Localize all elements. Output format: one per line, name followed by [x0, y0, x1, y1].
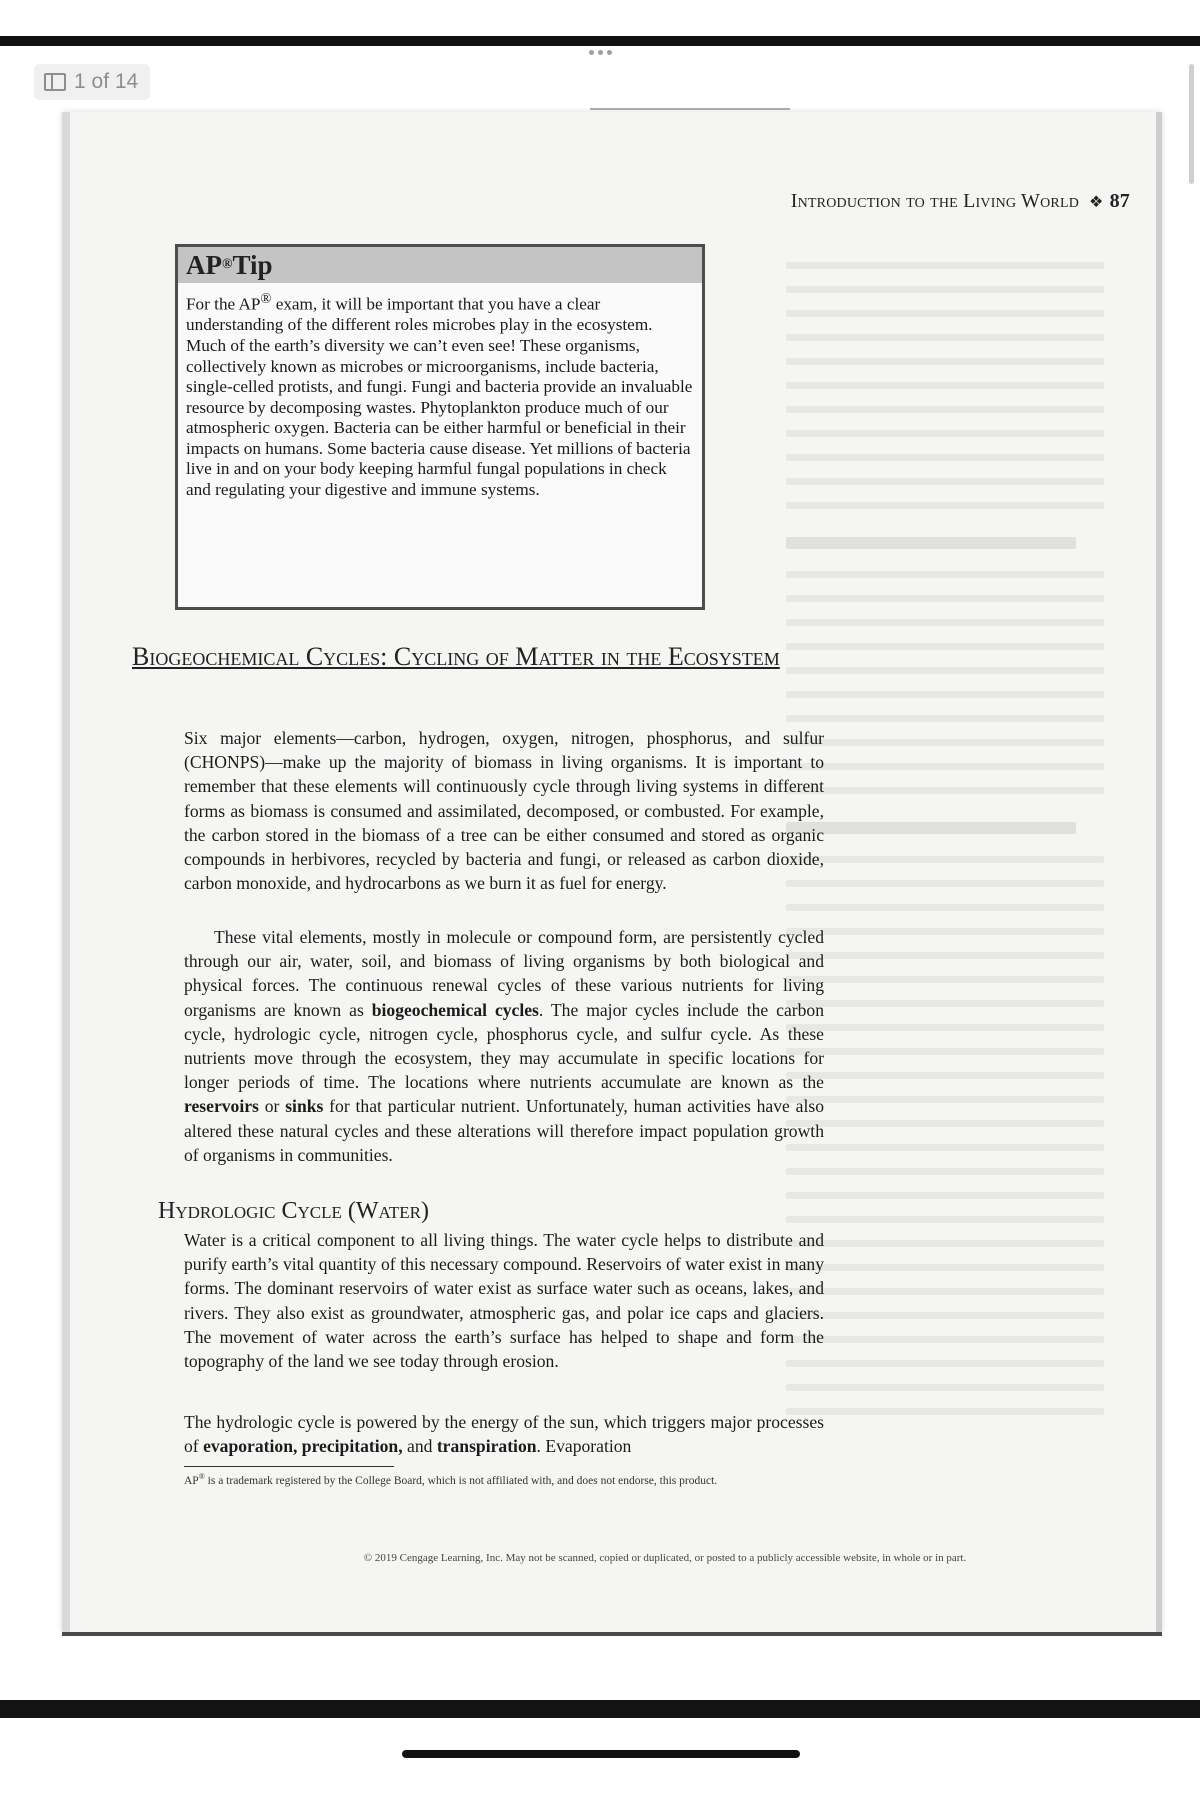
bleed-through-text [786, 262, 1104, 1432]
tip-title: AP ® Tip [178, 247, 702, 283]
term-biogeochemical-cycles: biogeochemical cycles [371, 999, 539, 1020]
ap-tip-box [175, 244, 705, 610]
paragraph-1: Six major elements—carbon, hydrogen, oxygen, nitrogen, phosphorus, and sulfur (CHONPS)—make up the majority of biomass in living organisms. It is important to remember that these elements will continuously cycle through living systems in different forms as biomass is consumed and assimilated, decomposed, or combusted. For example, the carbon stored in the biomass of a tree can be either consumed and stored as organic compounds in herbivores, recycled by bacteria and fungi, or released as carbon dioxide, carbon monoxide, and hydrocarbons as we burn it as fuel for energy. [184, 728, 824, 894]
running-head-title: Introduction to the Living World [790, 190, 1080, 212]
page-indicator-label: 1 of 14 [74, 70, 139, 93]
grabber-handle[interactable] [585, 50, 615, 56]
document-page [62, 112, 1162, 1632]
term-transpiration: transpiration [436, 1436, 537, 1457]
diamond-icon: ❖ [1089, 194, 1104, 211]
subsection-title: Hydrologic Cycle (Water) [158, 1198, 429, 1224]
running-head [70, 190, 1130, 213]
paragraph-3: Water is a critical component to all living things. The water cycle helps to distribute and purify earth’s vital quantity of this necessary compound. Reservoirs of water exist in many forms. The dominant reservoirs of water exist as surface water such as oceans, lakes, and rivers. They also exist as groundwater, atmospheric gas, and polar ice caps and glaciers. The movement of water across the earth’s surface has helped to shape and form the topography of the land we see today through erosion. [184, 1230, 824, 1372]
bottom-bar [0, 1700, 1200, 1718]
page-indicator[interactable] [34, 64, 150, 100]
sidebar-icon[interactable] [44, 73, 66, 91]
term-reservoirs: reservoirs [184, 1096, 259, 1117]
home-indicator[interactable] [402, 1750, 800, 1758]
copyright-notice: © 2019 Cengage Learning, Inc. May not be scanned, copied or duplicated, or posted to a publicly accessible website, in whole or in part. [363, 1552, 967, 1564]
term-evaporation-precipitation: evaporation, precipitation, [203, 1436, 403, 1457]
section-title: Biogeochemical Cycles: Cycling of Matter in the Ecosystem [132, 642, 780, 671]
tip-body: For the AP® exam, it will be important that you have a clear understanding of the different roles microbes play in the ecosystem. Much of the earth’s diversity we can’t even see! These organisms, collectively known as microbes or microorganisms, include bacteria, single-celled protists, and fungi. Fungi and bacteria provide an invaluable resource by decomposing wastes. Phytoplankton produce much of our atmospheric oxygen. Bacteria can be either harmful or beneficial in their impacts on humans. Some bacteria cause disease. Yet millions of bacteria live in and on your body keeping harmful fungal populations in check and regulating your digestive and immune systems. [186, 291, 693, 500]
footnote: AP® is a trademark registered by the College Board, which is not affiliated with, and does not endorse, this product. [184, 1472, 718, 1487]
scrollbar-thumb[interactable] [1189, 64, 1194, 184]
footnote-rule [184, 1466, 394, 1467]
paragraph-2: These vital elements, mostly in molecule or compound form, are persistently cycled through our air, water, soil, and biomass of living organisms by both biological and physical forces. The continuous renewal cycles of these various nutrients for living organisms are known as biogeochemical cycles. The major cycles include the carbon cycle, hydrologic cycle, nitrogen cycle, phosphorus cycle, and sulfur cycle. As these nutrients move through the ecosystem, they may accumulate in specific locations for longer periods of time. The locations where nutrients accumulate are known as the reservoirs or sinks for that particular nutrient. Unfortunately, human activities have also altered these natural cycles and these alterations will therefore impact population growth of organisms in communities. [184, 927, 825, 1165]
term-sinks: sinks [285, 1096, 324, 1117]
top-bar [0, 36, 1200, 46]
page-number: 87 [1109, 190, 1130, 212]
paragraph-4: The hydrologic cycle is powered by the energy of the sun, which triggers major processes of evaporation, precipitation, and transpiration. Evaporation [184, 1412, 824, 1457]
page-edge-line [590, 108, 790, 110]
